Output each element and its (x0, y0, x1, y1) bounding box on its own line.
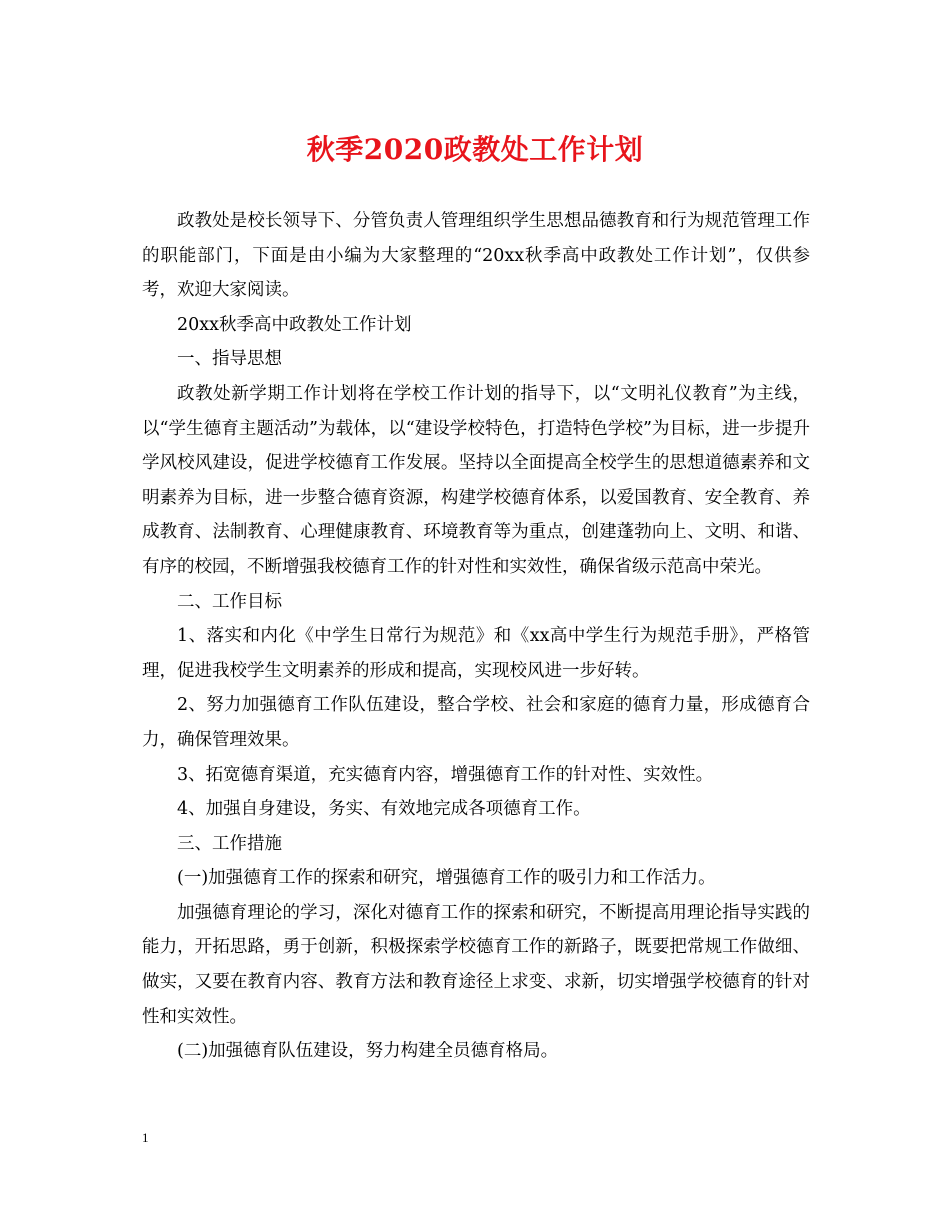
page-number: 1 (142, 1130, 149, 1145)
measure-subheading-1: (一)加强德育工作的探索和研究，增强德育工作的吸引力和工作活力。 (177, 868, 716, 889)
section-heading-work-measures: 三、工作措施 (177, 833, 282, 854)
guiding-ideology-paragraph: 政教处新学期工作计划将在学校工作计划的指导下，以“文明礼仪教育”为主线，以“学生德育主题活动”为载体，以“建设学校特色，打造特色学校”为目标，进一步提升学风校风建设，促进学校德育工作发展。坚持以全面提高全校学生的思想道德素养和文明素养为目标，进一步整合德育资源，构建学校德育体系，以爱国教育、安全教育、养成教育、法制教育、心理健康教育、环境教育等为重点，创建蓬勃向上、文明、和谐、有序的校园，不断增强我校德育工作的针对性和实效性，确保省级示范高中荣光。 (142, 383, 810, 577)
measure-paragraph-1: 加强德育理论的学习，深化对德育工作的探索和研究，不断提高用理论指导实践的能力，开拓思路，勇于创新，积极探索学校德育工作的新路子，既要把常规工作做细、做实，又要在教育内容、教育方法和教育途径上求变、求新，切实增强学校德育的针对性和实效性。 (142, 902, 810, 1027)
measure-subheading-2: (二)加强德育队伍建设，努力构建全员德育格局。 (177, 1041, 559, 1062)
intro-paragraph: 政教处是校长领导下、分管负责人管理组织学生思想品德教育和行为规范管理工作的职能部门，下面是由小编为大家整理的“20xx秋季高中政教处工作计划”，仅供参考，欢迎大家阅读。 (142, 211, 810, 301)
section-heading-work-goals: 二、工作目标 (177, 591, 282, 612)
document-body (142, 204, 810, 1069)
section-heading-guiding-ideology: 一、指导思想 (177, 349, 282, 370)
document-title: 秋季2020政教处工作计划 (306, 133, 644, 166)
work-goal-item-1: 1、落实和内化《中学生日常行为规范》和《xx高中学生行为规范手册》，严格管理，促进我校学生文明素养的形成和提高，实现校风进一步好转。 (142, 626, 810, 681)
plan-subtitle: 20xx秋季高中政教处工作计划 (177, 314, 412, 335)
work-goal-item-4: 4、加强自身建设，务实、有效地完成各项德育工作。 (177, 799, 591, 820)
work-goal-item-2: 2、努力加强德育工作队伍建设，整合学校、社会和家庭的德育力量，形成德育合力，确保管理效果。 (142, 695, 810, 750)
work-goal-item-3: 3、拓宽德育渠道，充实德育内容，增强德育工作的针对性、实效性。 (177, 764, 714, 785)
